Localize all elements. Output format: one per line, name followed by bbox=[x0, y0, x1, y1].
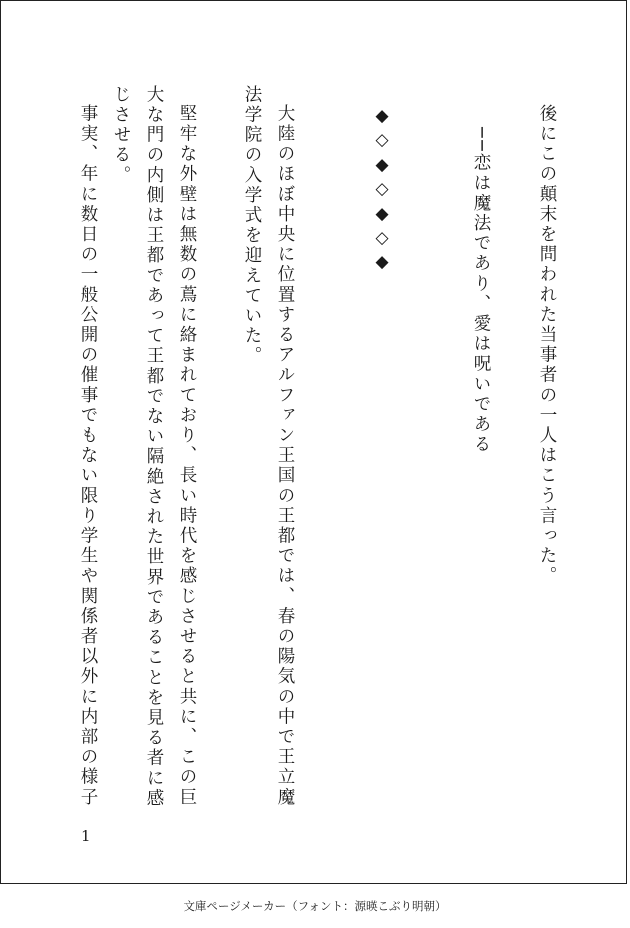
section-separator bbox=[371, 104, 393, 275]
footer-credit: 文庫ページメーカー（フォント：源暎こぶり明朝） bbox=[183, 899, 447, 913]
body-line: 大陸のほぼ中央に位置するアルファン王国の王都では、春の陽気の中で王立魔 bbox=[275, 104, 295, 808]
body-line: 法学院の入学式を迎えていた。 bbox=[242, 85, 262, 367]
body-line: 堅牢な外壁は無数の蔦に絡まれており、長い時代を感じさせると共に、この巨 bbox=[177, 104, 197, 808]
body-line: じさせる。 bbox=[111, 85, 131, 186]
filled-diamond-icon: ◆ bbox=[375, 106, 389, 126]
filled-diamond-icon: ◆ bbox=[375, 203, 389, 224]
quote-line: ──恋は魔法であり、愛は呪いである bbox=[471, 127, 491, 455]
body-line: 大な門の内側は王都であって王都でない隔絶された世界であることを見る者に感 bbox=[144, 85, 164, 809]
filled-diamond-icon: ◆ bbox=[375, 252, 389, 273]
hollow-diamond-icon: ◇ bbox=[375, 130, 389, 151]
hollow-diamond-icon: ◇ bbox=[375, 227, 389, 248]
body-line: 事実、年に数日の一般公開の催事でもない限り学生や関係者以外に内部の様子 bbox=[78, 104, 98, 808]
hollow-diamond-icon: ◇ bbox=[375, 179, 389, 200]
page-number: 1 bbox=[81, 827, 91, 845]
filled-diamond-icon: ◆ bbox=[375, 154, 389, 175]
body-line: 後にこの顛末を問われた当事者の一人はこう言った。 bbox=[537, 104, 557, 587]
